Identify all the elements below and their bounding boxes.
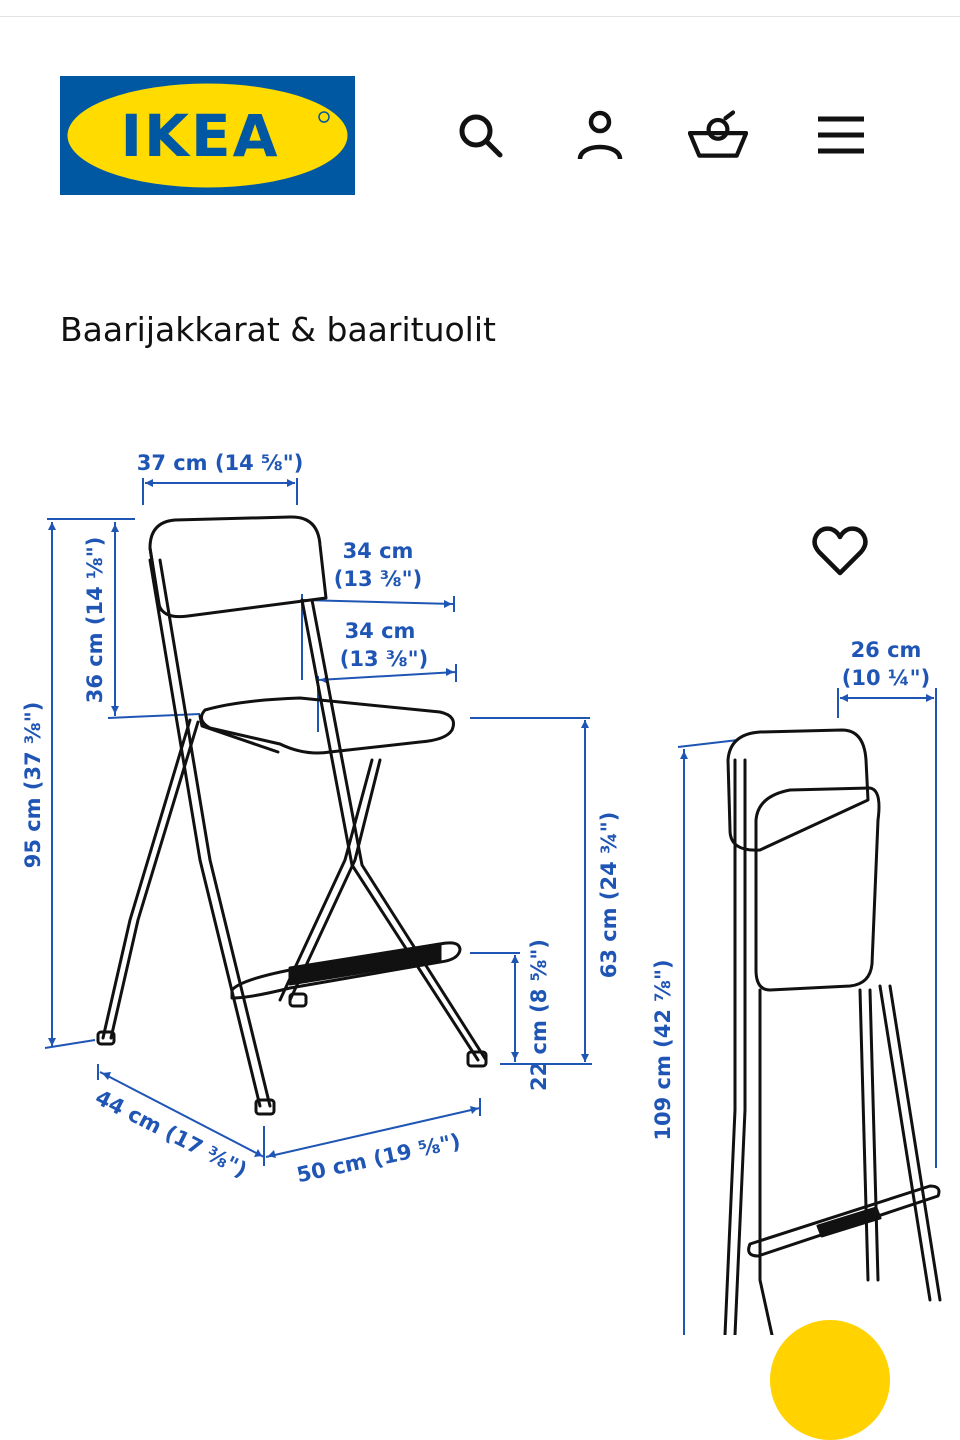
search-icon[interactable]: [450, 105, 510, 165]
top-divider: [0, 16, 960, 17]
category-title[interactable]: Baarijakkarat & baarituolit: [60, 310, 496, 349]
dim-seat-depth-2-in: (13 ⅜"): [339, 647, 429, 671]
dim-folded-height: 109 cm (42 ⅞"): [651, 959, 675, 1141]
dim-seat-depth-1-cm: 34 cm: [342, 539, 414, 563]
dim-width: 50 cm (19 ⅝"): [294, 1129, 463, 1188]
dim-seat-height: 63 cm (24 ¾"): [597, 811, 621, 979]
ikea-logo[interactable]: [60, 76, 355, 195]
dim-depth: 44 cm (17 ⅜"): [91, 1085, 251, 1183]
menu-icon[interactable]: [810, 105, 870, 165]
dim-seat-depth-2-cm: 34 cm: [344, 619, 416, 643]
dim-back-height: 36 cm (14 ⅛"): [83, 536, 107, 704]
dim-folded-depth-in: (10 ¼"): [841, 666, 931, 690]
dim-seat-depth-1-in: (13 ⅜"): [333, 567, 423, 591]
basket-icon[interactable]: [688, 105, 748, 165]
heart-icon[interactable]: [810, 522, 870, 582]
dim-footrest-height: 22 cm (8 ⅝"): [527, 939, 551, 1091]
user-icon[interactable]: [570, 105, 630, 165]
dim-folded-depth-cm: 26 cm: [850, 638, 922, 662]
floating-action-button[interactable]: [770, 1320, 890, 1440]
logo-text: IKEA: [120, 102, 280, 170]
dim-total-height: 95 cm (37 ⅜"): [21, 701, 45, 869]
dim-top-width: 37 cm (14 ⅝"): [136, 451, 304, 475]
